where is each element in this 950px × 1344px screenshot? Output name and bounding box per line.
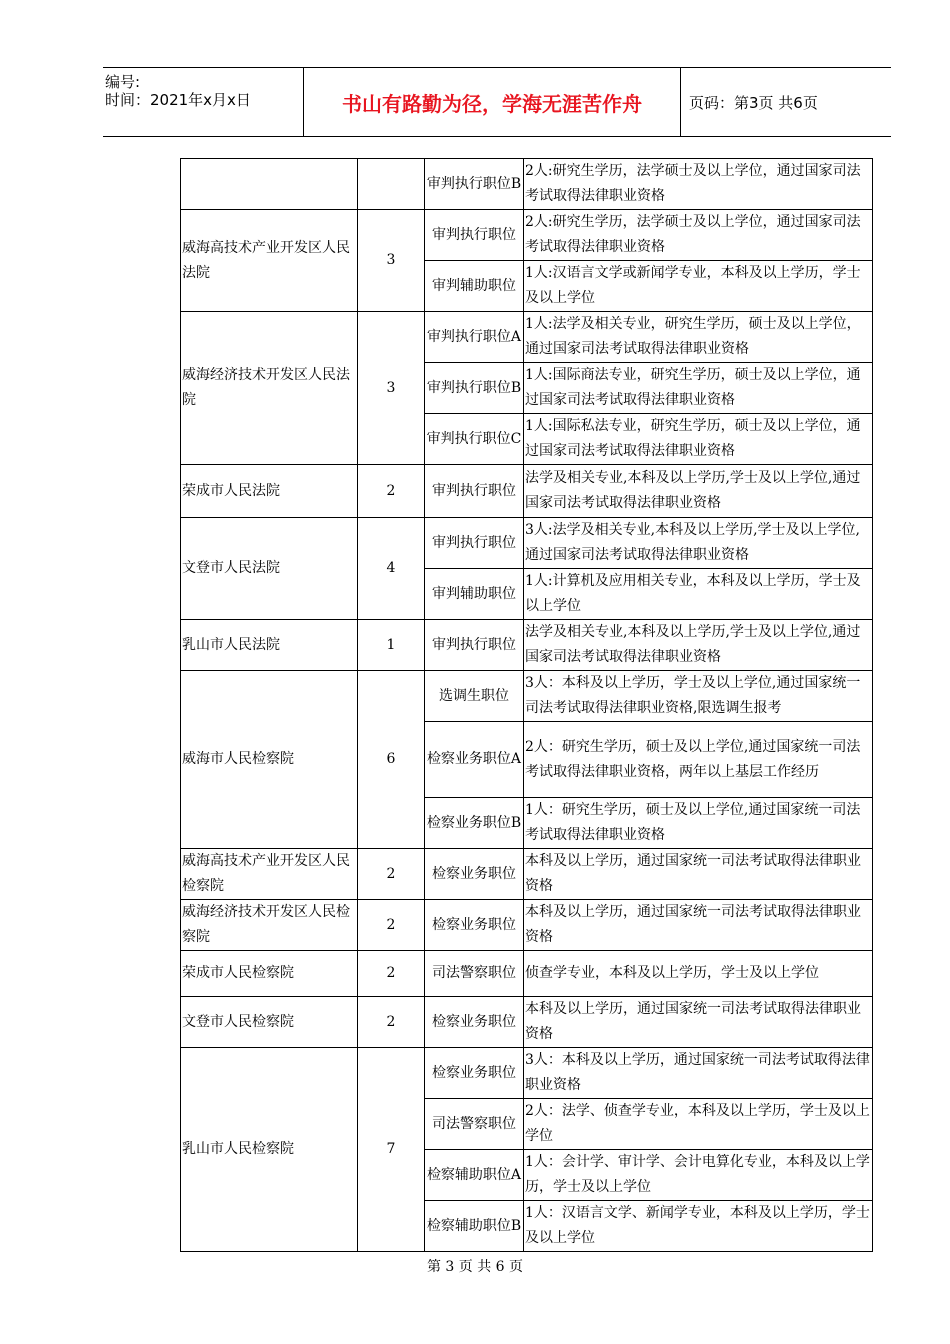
position-cell: 审判执行职位 [425, 518, 524, 569]
requirement-cell: 本科及以上学历，通过国家统一司法考试取得法律职业资格 [524, 900, 873, 951]
org-cell: 荣成市人民检察院 [181, 951, 358, 997]
table-row [181, 312, 873, 363]
count-cell [358, 159, 425, 210]
org-cell: 文登市人民检察院 [181, 997, 358, 1048]
requirement-cell: 法学及相关专业,本科及以上学历,学士及以上学位,通过国家司法考试取得法律职业资格 [524, 620, 873, 671]
table-row [181, 849, 873, 900]
position-cell: 审判执行职位B [425, 363, 524, 414]
table-row [181, 951, 873, 997]
requirement-cell: 2人:研究生学历，法学硕士及以上学位，通过国家司法考试取得法律职业资格 [524, 159, 873, 210]
org-cell: 荣成市人民法院 [181, 465, 358, 518]
table-row [181, 900, 873, 951]
table-row [181, 620, 873, 671]
position-cell: 检察业务职位 [425, 849, 524, 900]
requirement-cell: 2人：研究生学历，硕士及以上学位,通过国家统一司法考试取得法律职业资格，两年以上基层工作经历 [524, 722, 873, 798]
requirement-cell: 侦查学专业，本科及以上学历，学士及以上学位 [524, 951, 873, 997]
org-cell: 威海高技术产业开发区人民法院 [181, 210, 358, 312]
table-row [181, 671, 873, 722]
org-cell: 威海经济技术开发区人民检察院 [181, 900, 358, 951]
position-cell: 检察业务职位 [425, 1048, 524, 1099]
requirement-cell: 1人:法学及相关专业，研究生学历，硕士及以上学位，通过国家司法考试取得法律职业资格 [524, 312, 873, 363]
table-row [181, 1048, 873, 1099]
position-cell: 检察业务职位B [425, 798, 524, 849]
count-cell: 2 [358, 849, 425, 900]
requirement-cell: 3人:法学及相关专业,本科及以上学历,学士及以上学位,通过国家司法考试取得法律职业资格 [524, 518, 873, 569]
count-cell: 6 [358, 671, 425, 849]
position-cell: 检察业务职位 [425, 900, 524, 951]
page-header [103, 67, 891, 137]
document-date: 时间：2021年x月x日 [105, 91, 251, 109]
requirement-cell: 本科及以上学历，通过国家统一司法考试取得法律职业资格 [524, 849, 873, 900]
position-cell: 审判辅助职位 [425, 569, 524, 620]
requirement-cell: 1人：汉语言文学、新闻学专业，本科及以上学历，学士及以上学位 [524, 1201, 873, 1252]
position-cell: 审判执行职位 [425, 210, 524, 261]
position-cell: 审判执行职位 [425, 465, 524, 518]
org-cell: 乳山市人民检察院 [181, 1048, 358, 1252]
requirement-cell: 3人：本科及以上学历，通过国家统一司法考试取得法律职业资格 [524, 1048, 873, 1099]
table-row [181, 210, 873, 261]
requirement-cell: 1人:国际商法专业，研究生学历，硕士及以上学位，通过国家司法考试取得法律职业资格 [524, 363, 873, 414]
header-page-number: 页码：第3页 共6页 [689, 93, 818, 112]
position-cell: 司法警察职位 [425, 951, 524, 997]
position-cell: 检察辅助职位A [425, 1150, 524, 1201]
position-cell: 检察业务职位 [425, 997, 524, 1048]
org-cell: 威海高技术产业开发区人民检察院 [181, 849, 358, 900]
requirement-cell: 1人:计算机及应用相关专业，本科及以上学历，学士及以上学位 [524, 569, 873, 620]
position-cell: 检察业务职位A [425, 722, 524, 798]
position-cell: 审判执行职位B [425, 159, 524, 210]
org-cell: 文登市人民法院 [181, 518, 358, 620]
position-cell: 选调生职位 [425, 671, 524, 722]
count-cell: 7 [358, 1048, 425, 1252]
org-cell: 威海市人民检察院 [181, 671, 358, 849]
requirement-cell: 法学及相关专业,本科及以上学历,学士及以上学位,通过国家司法考试取得法律职业资格 [524, 465, 873, 518]
requirement-cell: 3人：本科及以上学历，学士及以上学位,通过国家统一司法考试取得法律职业资格,限选调生报考 [524, 671, 873, 722]
count-cell: 2 [358, 951, 425, 997]
requirement-cell: 2人：法学、侦查学专业，本科及以上学历，学士及以上学位 [524, 1099, 873, 1150]
header-meta [103, 68, 304, 136]
document-number-label: 编号: [105, 73, 141, 91]
requirement-cell: 2人:研究生学历，法学硕士及以上学位，通过国家司法考试取得法律职业资格 [524, 210, 873, 261]
position-cell: 审判执行职位A [425, 312, 524, 363]
org-cell: 乳山市人民法院 [181, 620, 358, 671]
org-cell: 威海经济技术开发区人民法院 [181, 312, 358, 465]
requirement-cell: 1人:汉语言文学或新闻学专业，本科及以上学历，学士及以上学位 [524, 261, 873, 312]
requirement-cell: 1人：研究生学历，硕士及以上学位,通过国家统一司法考试取得法律职业资格 [524, 798, 873, 849]
position-cell: 审判辅助职位 [425, 261, 524, 312]
count-cell: 3 [358, 312, 425, 465]
count-cell: 1 [358, 620, 425, 671]
position-cell: 审判执行职位C [425, 414, 524, 465]
header-motto: 书山有路勤为径，学海无涯苦作舟 [304, 68, 681, 136]
count-cell: 2 [358, 997, 425, 1048]
org-cell [181, 159, 358, 210]
count-cell: 4 [358, 518, 425, 620]
requirement-cell: 本科及以上学历，通过国家统一司法考试取得法律职业资格 [524, 997, 873, 1048]
position-cell: 司法警察职位 [425, 1099, 524, 1150]
position-cell: 审判执行职位 [425, 620, 524, 671]
count-cell: 3 [358, 210, 425, 312]
requirement-cell: 1人：会计学、审计学、会计电算化专业，本科及以上学历，学士及以上学位 [524, 1150, 873, 1201]
requirement-cell: 1人:国际私法专业，研究生学历，硕士及以上学位，通过国家司法考试取得法律职业资格 [524, 414, 873, 465]
page-footer: 第 3 页 共 6 页 [426, 1259, 524, 1275]
positions-table [180, 158, 873, 1252]
table-row [181, 465, 873, 518]
table-row [181, 997, 873, 1048]
table-row [181, 518, 873, 569]
count-cell: 2 [358, 900, 425, 951]
table-row [181, 159, 873, 210]
count-cell: 2 [358, 465, 425, 518]
position-cell: 检察辅助职位B [425, 1201, 524, 1252]
